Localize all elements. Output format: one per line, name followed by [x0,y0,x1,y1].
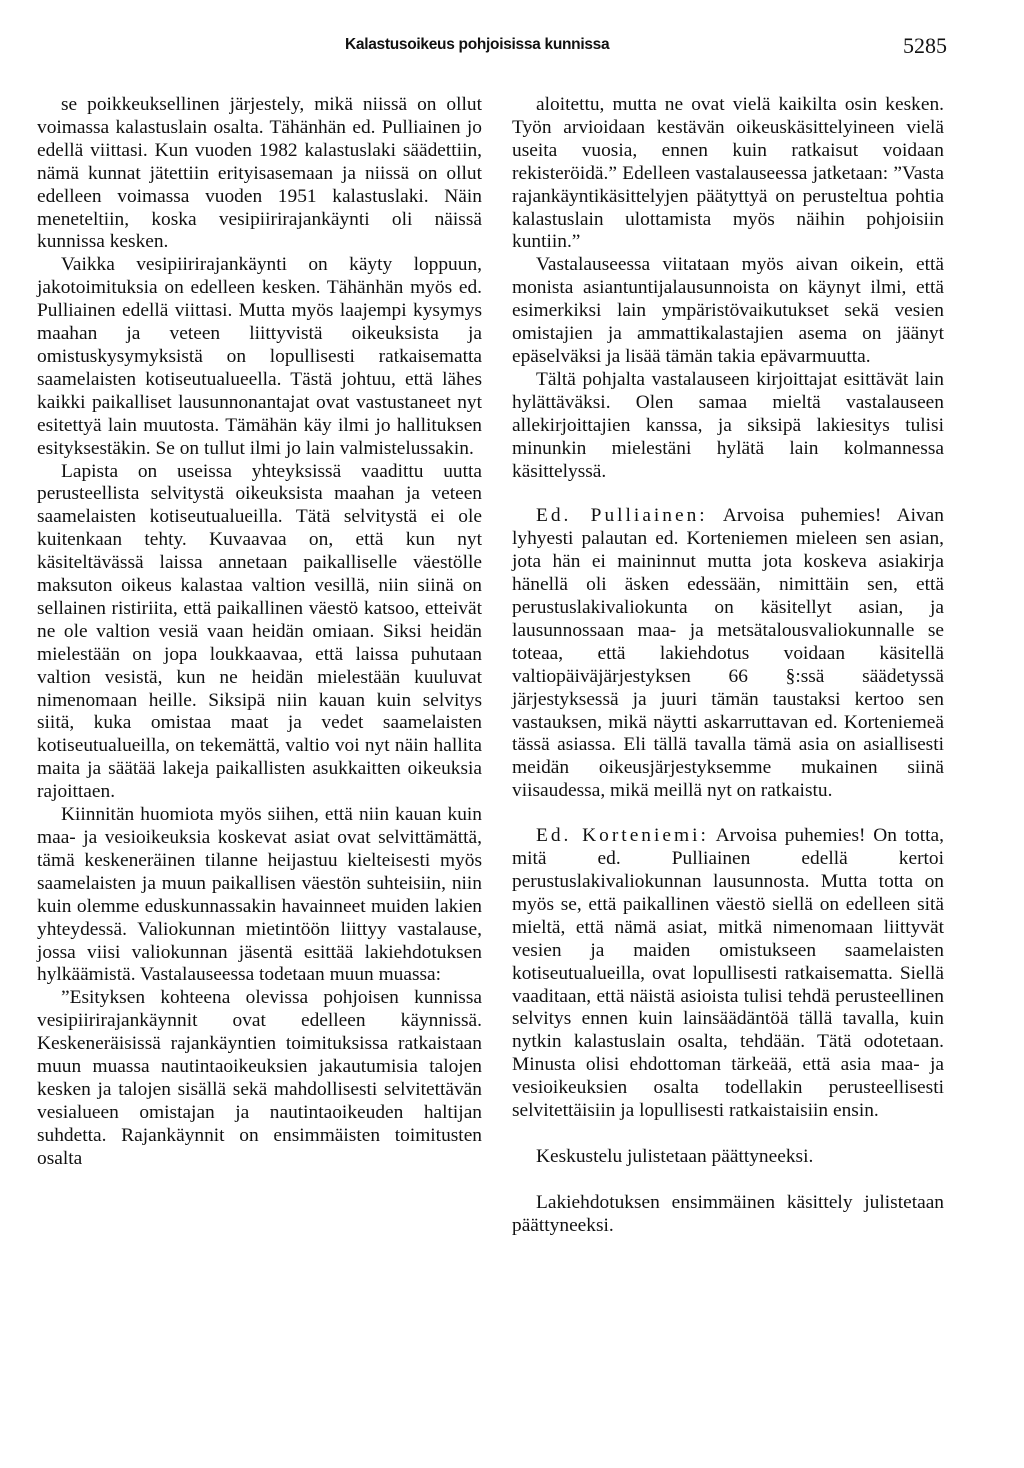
paragraph: se poikkeuksellinen järjestely, mikä niissä on ollut voimassa kalastuslain osalta. Tähänhän ed. Pulliainen jo edellä viittasi. Kun vuoden 1982 kalastuslaki säädettiin, nämä kunnat jätettiin erityisasemaan ja niissä on ollut edelleen voimassa vuoden 1951 kalastuslaki. Näin meneteltiin, koska vesipiirirajankäynti oli näissä kunnissa kesken. [37,94,482,253]
paragraph: Lapista on useissa yhteyksissä vaadittu uutta perusteellista selvitystä oikeuksista maahan ja veteen saamelaisten kotiseutualueilla. Tätä selvitystä ei ole kuitenkaan tehty. Kuvaavaa on, että kun nyt käsiteltävässä laissa annetaan paikalliselle väestölle maksuton oikeus kalastaa valtion vesillä, niin siinä on sellainen ristiriita, että paikallinen väestö katsoo, etteivät ne ole valtion vesiä vaan heidän omiaan. Siksi heidän mielestään on jopa loukkaavaa, että laissa puhutaan valtion vesistä, kun ne heidän mielestään kuuluvat nimenomaan heille. Siksipä niin kauan kuin selvitys siitä, kuka omistaa maat ja vedet saamelaisten kotiseutualueilla, on tekemättä, valtio voi nyt näin hallita maita ja säätää lakeja paikallisten asukkaitten oikeuksia rajoittaen. [37,460,482,803]
paragraph: Tältä pohjalta vastalauseen kirjoittajat esittävät lain hylättäväksi. Olen samaa mieltä vastalauseen allekirjoittajien kanssa, ja siksipä lakiesitys tulisi minunkin mielestäni hylätä lain kolmannessa käsittelyssä. [512,368,944,482]
left-column [37,94,482,1171]
paragraph: aloitettu, mutta ne ovat vielä kaikilta osin kesken. Työn arvioidaan kestävän oikeuskäsittelyineen vielä useita vuosia, ennen kuin ratkaisut voidaan rekisteröidä.” Edelleen vastalauseessa jatketaan: ”Vasta rajankäyntikäsittelyjen päätyttyä on perusteltua pohtia kalastuslain ulottamista myös näihin pohjoisiin kuntiin.” [512,94,944,253]
speech-text: Arvoisa puhemies! On totta, mitä ed. Pulliainen edellä kertoi perustuslakivaliokunnan lausunnosta. Mutta totta on myös se, että paikallinen väestö siellä on edelleen sitä mieltä, että nämä asiat, mitkä nimenomaan liittyvät vesien ja maiden omistukseen saamelaisten kotiseutualueilla, ovat lopullisesti ratkaisematta. Siellä vaaditaan, että näistä asioista tulisi tehdä perusteellinen selvitys ennen kuin lainsäädäntöä tällä tavalla, kuin nytkin kalastuslain osalta, tehdään. Tätä odotetaan. Minusta olisi ehdottoman tärkeää, että asia maa- ja vesioikeuksien osalta todellakin perusteellisesti selvitettäisiin ja lopullisesti ratkaistaisiin ensin. [512,825,945,1122]
running-title: Kalastusoikeus pohjoisissa kunnissa [345,36,610,53]
page-number: 5285 [903,33,947,58]
right-column [512,94,944,1238]
paragraph: Vaikka vesipiirirajankäynti on käyty loppuun, jakotoimituksia on edelleen kesken. Tähänhän myös ed. Pulliainen edellä viittasi. Mutta myös laajempi kysymys maahan ja veteen liittyvistä oikeuksista ja omistuskysymyksistä on lopullisesti ratkaisematta saamelaisten kotiseutualueella. Tästä johtuu, että lähes kaikki paikalliset lausunnonantajat ovat vastustaneet nyt esitettyä lain muutosta. Tämähän käy ilmi jo hallituksen esityksestäkin. Se on tullut ilmi jo lain valmistelussakin. [37,254,482,459]
speech-pulliainen [512,505,944,803]
running-header [0,33,1024,66]
speaker-name: Ed. Pulliainen: [536,505,708,527]
closing-statement: Keskustelu julistetaan päättyneeksi. [536,1145,814,1167]
speech-text: Arvoisa puhemies! Aivan lyhyesti palautan ed. Korteniemen mieleen sen asian, jota hän ei maininnut mutta jota koskeva asiakirja hänellä oli äsken edessään, nimittäin sen, että perustuslakivaliokunta on käsitellyt asian, ja lausunnossaan maa- ja metsätalousvaliokunnalle se toteaa, että lakiehdotus voidaan käsitellä valtiopäiväjärjestyksen 66 §:ssä säädetyssä järjestyksessä ja juuri tämän taustaksi kertoo sen vastauksen, mikä näytti askarruttavan ed. Korteniemeä tässä asiassa. Eli tällä tavalla tämä asia on asiallisesti meidän oikeusjärjestyksemme mukainen siinä viisaudessa, mikä meillä nyt on ratkaistu. [512,505,944,802]
quoted-paragraph: ”Esityksen kohteena olevissa pohjoisen kunnissa vesipiirirajankäynnit ovat edelleen käynnissä. Keskeneräisissä rajankäyntien toimituksissa ratkaistaan muun muassa nautintaoikeuksien jakautumisia talojen kesken ja talojen sisällä sekä mahdollisesti selvitettävän vesialueen omistajan ja nautintaoikeuden haltijan suhdetta. Rajankäynnit on ensimmäisten toimitusten osalta [37,987,482,1169]
speaker-name: Ed. Korteniemi: [536,825,709,847]
speech-korteniemi [512,825,944,1123]
paragraph: Kiinnitän huomiota myös siihen, että niin kauan kuin maa- ja vesioikeuksia koskevat asiat ovat selvittämättä, tämä keskeneräinen tilanne heijastuu kielteisesti myös saamelaisten ja muun paikallisen väestön suhteisiin, niin kuin olemme eduskunnassakin havainneet muiden lakien yhteydessä. Valiokunnan mietintöön liittyy vastalause, jossa viisi valiokunnan jäsentä esittää lakiehdotuksen hylkäämistä. Vastalauseessa todetaan muun muassa: [37,804,482,986]
paragraph: Vastalauseessa viitataan myös aivan oikein, että monista asiantuntijalausunnoista on käynyt ilmi, että esimerkiksi lain ympäristövaikutukset sekä vesien omistajien ja ammattikalastajien asema on jäänyt epäselväksi ja lisää tämän takia epävarmuutta. [512,254,944,367]
closing-statement: Lakiehdotuksen ensimmäinen käsittely julistetaan päättyneeksi. [512,1191,944,1236]
